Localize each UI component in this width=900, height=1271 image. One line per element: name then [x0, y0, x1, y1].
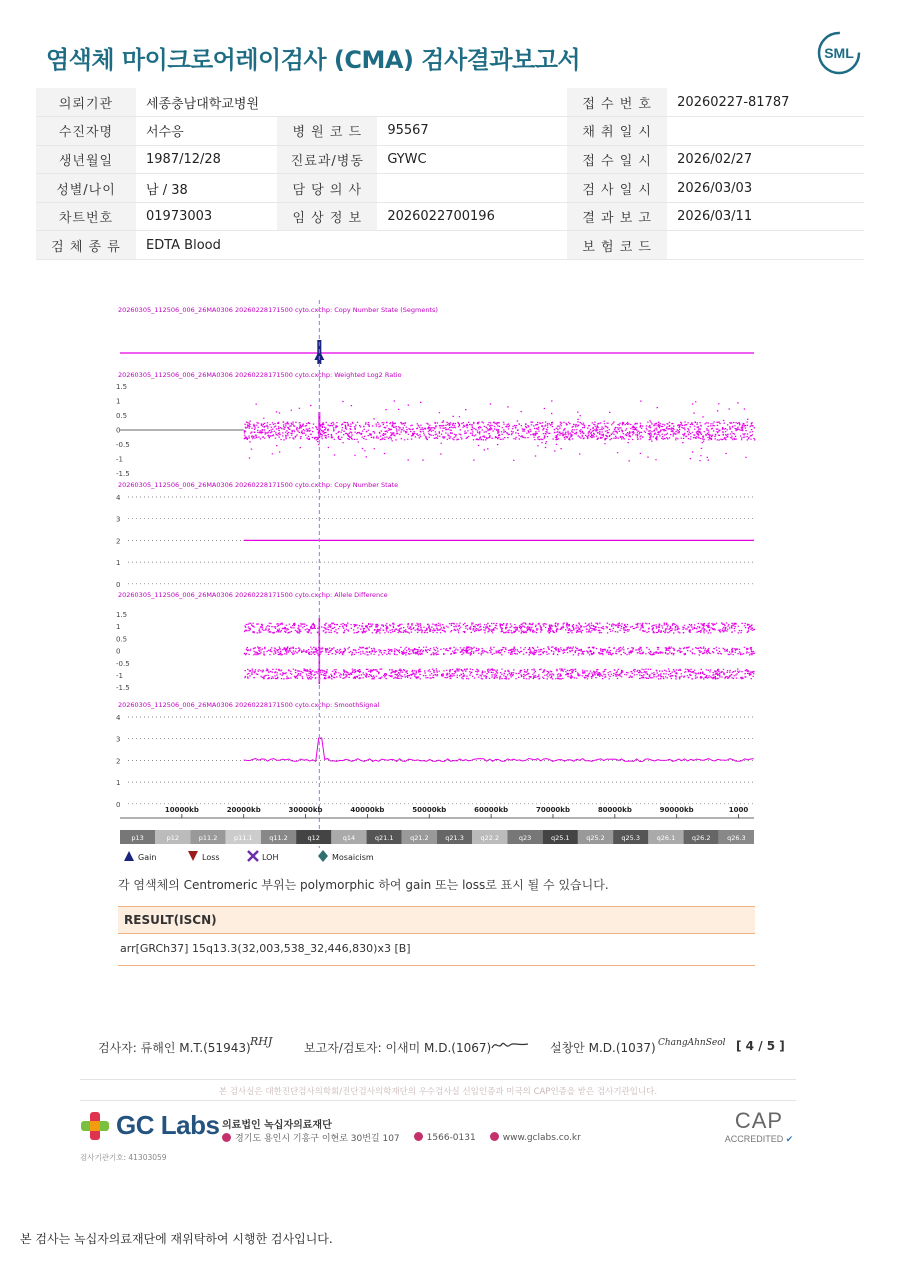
- reviewer2-signature: ChangAhnSeol: [658, 1038, 726, 1048]
- allele-band-bottom: [244, 669, 754, 679]
- info-label: 수진자명: [36, 117, 136, 146]
- info-value: 1987/12/28: [136, 145, 277, 174]
- band-label: p12: [166, 834, 180, 842]
- footer-text: 본 검사는 녹십자의료재단에 재위탁하여 시행한 검사입니다.: [20, 1232, 333, 1246]
- divider-top: [80, 1079, 796, 1080]
- band-label: p11.1: [233, 834, 253, 842]
- mosaicism-legend-icon: [318, 850, 328, 862]
- y-tick-label: 1: [116, 559, 121, 568]
- website: www.gclabs.co.kr: [502, 1133, 581, 1143]
- y-tick-label: 1.5: [116, 611, 128, 619]
- x-tick-label: 40000kb: [350, 806, 385, 814]
- info-value: [377, 174, 567, 203]
- band-label: q26.1: [656, 834, 676, 842]
- legend-label: Gain: [138, 853, 157, 862]
- info-value: EDTA Blood: [136, 231, 567, 260]
- info-value: 2026/03/03: [667, 174, 864, 203]
- log2-ratio-points: [244, 422, 756, 440]
- gain-legend-icon: [124, 851, 134, 861]
- web-icon: [490, 1132, 499, 1141]
- foundation-name: 의료법인 녹십자의료재단: [222, 1120, 332, 1131]
- info-value: 세종충남대학교병원: [136, 88, 567, 117]
- panel-title: 20260305_112506_006_26MA0306 20260228171500 cyto.cxchp: Allele Difference: [118, 591, 388, 599]
- cert-text: 본 검사실은 대한진단검사의학회/진단검사의학재단의 우수검사실 신임인증과 미국의 CAP인증을 받은 검사기관입니다.: [218, 1087, 658, 1097]
- x-tick-label: 10000kb: [164, 806, 199, 814]
- info-label: 채 취 일 시: [567, 117, 667, 146]
- y-tick-label: 1: [116, 623, 121, 632]
- panel-title: 20260305_112506_006_26MA0306 20260228171500 cyto.cxchp: Weighted Log2 Ratio: [118, 371, 402, 379]
- panel-title: 20260305_112506_006_26MA0306 20260228171500 cyto.cxchp: SmoothSignal: [118, 701, 380, 709]
- x-tick-label: 50000kb: [412, 806, 447, 814]
- y-tick-label: -1: [116, 672, 123, 680]
- page-number: [ 4 / 5 ]: [736, 1039, 785, 1053]
- reviewer2-label: 설창안 M.D.(1037): [550, 1041, 656, 1055]
- gc-labs-name: GC Labs: [116, 1110, 220, 1140]
- x-tick-label: 70000kb: [535, 806, 570, 814]
- x-tick-label: 80000kb: [597, 806, 632, 814]
- y-tick-label: -1.5: [116, 470, 130, 478]
- info-row: [36, 174, 864, 203]
- legend-label: Mosaicism: [332, 853, 374, 862]
- info-label: 접 수 번 호: [567, 88, 667, 117]
- address: 경기도 용인시 기흥구 이현로 30번길 107: [235, 1134, 400, 1144]
- page-title: 염색체 마이크로어레이검사 (CMA) 검사결과보고서: [46, 46, 581, 74]
- y-tick-label: 0: [116, 800, 121, 809]
- info-value: [667, 117, 864, 146]
- x-tick-label: 90000kb: [659, 806, 694, 814]
- allele-band-mid: [244, 647, 756, 655]
- band-label: q23: [518, 834, 532, 842]
- smooth-signal-line: [244, 738, 754, 762]
- info-label: 보 험 코 드: [567, 231, 667, 260]
- info-value: 서수응: [136, 117, 277, 146]
- info-value: [667, 231, 864, 260]
- cap-sub: ACCREDITED ✔: [724, 1134, 794, 1144]
- gc-labs-logo: [80, 1110, 219, 1141]
- y-tick-label: 2: [116, 757, 121, 766]
- cma-chart: [112, 300, 762, 870]
- centromere-note: 각 염색체의 Centromeric 부위는 polymorphic 하여 gain 또는 loss로 표시 될 수 있습니다.: [118, 878, 609, 892]
- info-label: 의뢰기관: [36, 88, 136, 117]
- reviewer-label: 보고자/검토자: 이새미 M.D.(1067): [304, 1041, 492, 1055]
- y-tick-label: 1: [116, 397, 121, 406]
- info-label: 생년월일: [36, 145, 136, 174]
- patient-info-table: [36, 88, 864, 260]
- tester-signature: RHJ: [250, 1035, 273, 1048]
- info-label: 담 당 의 사: [277, 174, 377, 203]
- y-tick-label: 0: [116, 580, 121, 589]
- y-tick-label: 4: [116, 494, 121, 502]
- y-tick-label: -1.5: [116, 684, 130, 693]
- y-tick-label: 0: [116, 426, 121, 435]
- x-tick-label: 1000: [728, 806, 749, 814]
- y-tick-label: 0: [116, 647, 121, 656]
- gc-cross-icon: [80, 1111, 110, 1141]
- reviewer-signature-icon: [490, 1038, 530, 1052]
- loh-legend-icon: [248, 851, 258, 861]
- info-label: 결 과 보 고: [567, 202, 667, 231]
- band-label: q14: [342, 834, 356, 842]
- band-label: q22.2: [480, 834, 500, 842]
- info-value: 남 / 38: [136, 174, 277, 203]
- info-row: [36, 145, 864, 174]
- info-row: [36, 117, 864, 146]
- y-tick-label: -1: [116, 455, 123, 464]
- svg-text:SML: SML: [824, 45, 854, 61]
- y-tick-label: -0.5: [116, 441, 130, 449]
- allele-band-top: [244, 623, 755, 633]
- y-tick-label: 2: [116, 537, 121, 546]
- lab-code: 검사기관기호: 41303059: [80, 1153, 167, 1162]
- divider-bottom: [80, 1100, 796, 1101]
- band-label: p13: [131, 834, 144, 842]
- info-row: [36, 88, 864, 117]
- x-tick-label: 60000kb: [474, 806, 509, 814]
- result-iscn: arr[GRCh37] 15q13.3(32,003,538_32,446,830)x3 [B]: [118, 934, 755, 966]
- y-tick-label: 1: [116, 779, 121, 788]
- legend-label: LOH: [262, 853, 279, 862]
- phone-icon: [414, 1132, 423, 1141]
- result-box: [118, 906, 755, 966]
- info-value: 20260227-81787: [667, 88, 864, 117]
- band-label: q21.2: [410, 834, 429, 842]
- info-label: 접 수 일 시: [567, 145, 667, 174]
- info-label: 성별/나이: [36, 174, 136, 203]
- panel-title: 20260305_112506_006_26MA0306 20260228171500 cyto.cxchp: Copy Number State: [118, 481, 399, 489]
- info-label: 검 체 종 류: [36, 231, 136, 260]
- info-value: GYWC: [377, 145, 567, 174]
- legend-label: Loss: [202, 853, 220, 862]
- info-value: 2026/03/11: [667, 202, 864, 231]
- info-row: [36, 231, 864, 260]
- x-tick-label: 20000kb: [226, 806, 261, 814]
- info-label: 진료과/병동: [277, 145, 377, 174]
- y-tick-label: 0.5: [116, 635, 128, 644]
- info-value: 2026022700196: [377, 202, 567, 231]
- band-label: q21.1: [374, 834, 394, 842]
- y-tick-label: 3: [116, 515, 121, 524]
- tester-label: 검사자: 류해인 M.T.(51943): [98, 1041, 251, 1055]
- info-value: 95567: [377, 117, 567, 146]
- panel-title: 20260305_112506_006_26MA0306 20260228171500 cyto.cxchp: Copy Number State (Segments): [118, 306, 438, 314]
- y-tick-label: 4: [116, 714, 121, 722]
- band-label: q25.2: [586, 834, 605, 842]
- phone: 1566-0131: [426, 1133, 476, 1143]
- y-tick-label: 0.5: [116, 412, 128, 420]
- contact-info: [222, 1131, 581, 1144]
- band-label: q26.3: [727, 834, 746, 842]
- loss-legend-icon: [188, 851, 198, 861]
- band-label: q26.2: [691, 834, 711, 842]
- location-icon: [222, 1133, 231, 1142]
- result-heading: RESULT(ISCN): [118, 906, 755, 934]
- info-value: 01973003: [136, 202, 277, 231]
- band-label: q21.3: [445, 834, 464, 842]
- check-icon: ✔: [785, 1134, 794, 1144]
- band-label: q25.3: [621, 834, 641, 842]
- x-tick-label: 30000kb: [288, 806, 323, 814]
- band-label: p11.2: [198, 834, 218, 842]
- band-label: q12: [307, 834, 320, 842]
- info-label: 임 상 정 보: [277, 202, 377, 231]
- cap-title: CAP: [734, 1108, 784, 1133]
- band-label: q25.1: [550, 834, 570, 842]
- info-label: 차트번호: [36, 202, 136, 231]
- info-value: 2026/02/27: [667, 145, 864, 174]
- y-tick-label: 3: [116, 735, 121, 744]
- cap-accredited-logo: [722, 1108, 796, 1145]
- info-label: 병 원 코 드: [277, 117, 377, 146]
- y-tick-label: -0.5: [116, 659, 130, 668]
- band-label: q11.2: [269, 834, 288, 842]
- info-label: 검 사 일 시: [567, 174, 667, 203]
- info-row: [36, 202, 864, 231]
- y-tick-label: 1.5: [116, 383, 128, 391]
- sml-logo: [816, 30, 862, 76]
